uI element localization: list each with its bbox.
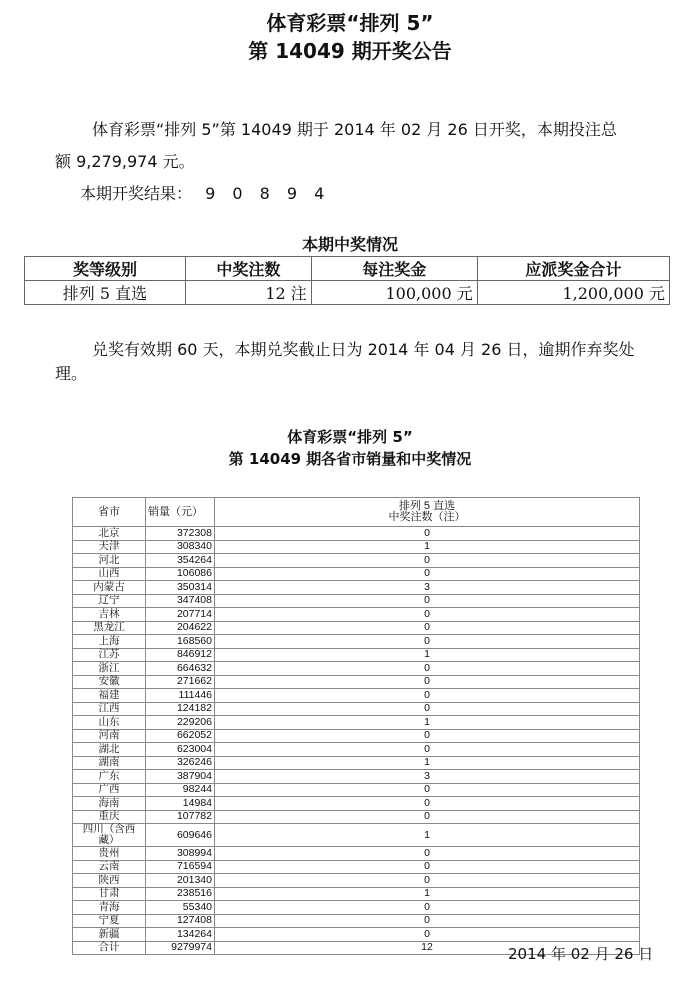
cell-wins: 3	[215, 581, 640, 595]
cell-province: 新疆	[73, 928, 146, 942]
cell-sales: 347408	[146, 594, 215, 608]
cell-sales: 308340	[146, 540, 215, 554]
cell-province: 陕西	[73, 874, 146, 888]
cell-province: 青海	[73, 901, 146, 915]
table-row	[73, 797, 640, 811]
cell-sales: 14984	[146, 797, 215, 811]
header-count: 中奖注数	[185, 257, 311, 281]
header-total: 应派奖金合计	[477, 257, 669, 281]
cell-wins: 1	[215, 540, 640, 554]
table-row	[73, 874, 640, 888]
cell-sales: 168560	[146, 635, 215, 649]
cell-wins: 0	[215, 635, 640, 649]
cell-wins: 0	[215, 662, 640, 676]
table-row	[73, 887, 640, 901]
draw-result-numbers: 9 0 8 9 4	[205, 184, 331, 203]
table-row	[73, 824, 640, 847]
notice-line-1: 兑奖有效期 60 天，本期兑奖截止日为 2014 年 04 月 26 日，逾期作弃奖处	[92, 340, 635, 359]
draw-result-label: 本期开奖结果：	[80, 184, 193, 203]
cell-province: 江西	[73, 702, 146, 716]
cell-sales: 623004	[146, 743, 215, 757]
province-table-header	[73, 498, 640, 527]
cell-sales: 846912	[146, 648, 215, 662]
cell-province: 海南	[73, 797, 146, 811]
header-wins-line-2: 中奖注数（注）	[388, 511, 466, 523]
prize-table	[24, 256, 670, 305]
cell-wins: 0	[215, 689, 640, 703]
cell-sales: 106086	[146, 567, 215, 581]
cell-province: 宁夏	[73, 914, 146, 928]
cell-wins: 1	[215, 716, 640, 730]
prize-per-bet: 100,000 元	[311, 281, 477, 305]
cell-wins: 0	[215, 675, 640, 689]
cell-wins: 1	[215, 648, 640, 662]
cell-sales: 201340	[146, 874, 215, 888]
cell-wins: 0	[215, 847, 640, 861]
table-row	[73, 702, 640, 716]
table-row	[73, 675, 640, 689]
announcement-title: 体育彩票“排列 5”	[266, 11, 434, 35]
cell-sales: 372308	[146, 527, 215, 541]
cell-province: 福建	[73, 689, 146, 703]
table-row	[73, 756, 640, 770]
cell-sales: 204622	[146, 621, 215, 635]
cell-wins: 0	[215, 874, 640, 888]
header-wins-line-1: 排列 5 直选	[398, 500, 456, 512]
prize-level: 排列 5 直选	[25, 281, 186, 305]
cell-wins: 3	[215, 770, 640, 784]
header-province: 省市	[73, 498, 146, 527]
table-row	[73, 743, 640, 757]
cell-sales: 354264	[146, 554, 215, 568]
cell-province: 黑龙江	[73, 621, 146, 635]
cell-sales: 207714	[146, 608, 215, 622]
announcement-subtitle: 第 14049 期开奖公告	[248, 39, 452, 63]
table-row	[73, 783, 640, 797]
cell-wins: 0	[215, 860, 640, 874]
cell-sales: 9279974	[146, 941, 215, 955]
table-row	[73, 901, 640, 915]
cell-wins: 0	[215, 567, 640, 581]
cell-sales: 664632	[146, 662, 215, 676]
table-row	[73, 689, 640, 703]
cell-sales: 55340	[146, 901, 215, 915]
cell-province: 广西	[73, 783, 146, 797]
province-section-title: 体育彩票“排列 5”	[287, 428, 413, 446]
cell-province: 湖北	[73, 743, 146, 757]
intro-line-2: 额 9,279,974 元。	[55, 152, 195, 171]
cell-wins: 0	[215, 810, 640, 824]
cell-wins: 1	[215, 824, 640, 847]
footer-date: 2014 年 02 月 26 日	[508, 945, 654, 963]
cell-wins: 0	[215, 702, 640, 716]
table-row	[73, 928, 640, 942]
cell-wins: 0	[215, 901, 640, 915]
cell-wins: 0	[215, 914, 640, 928]
cell-province: 上海	[73, 635, 146, 649]
cell-sales: 350314	[146, 581, 215, 595]
table-row	[73, 540, 640, 554]
cell-province: 云南	[73, 860, 146, 874]
table-row	[73, 621, 640, 635]
prize-table-header	[25, 257, 670, 281]
cell-province: 湖南	[73, 756, 146, 770]
cell-province: 合计	[73, 941, 146, 955]
cell-wins: 0	[215, 594, 640, 608]
table-row	[73, 648, 640, 662]
cell-sales: 387904	[146, 770, 215, 784]
table-row	[73, 729, 640, 743]
province-table-body	[73, 527, 640, 955]
notice-line-2: 理。	[55, 364, 88, 383]
cell-province: 北京	[73, 527, 146, 541]
cell-wins: 0	[215, 621, 640, 635]
cell-wins: 0	[215, 527, 640, 541]
cell-province: 吉林	[73, 608, 146, 622]
cell-wins: 0	[215, 928, 640, 942]
cell-province: 广东	[73, 770, 146, 784]
table-row	[73, 914, 640, 928]
cell-wins: 0	[215, 554, 640, 568]
cell-province: 河北	[73, 554, 146, 568]
cell-province: 重庆	[73, 810, 146, 824]
cell-wins: 12	[215, 941, 640, 955]
cell-sales: 609646	[146, 824, 215, 847]
header-level: 奖等级别	[25, 257, 186, 281]
cell-wins: 1	[215, 887, 640, 901]
cell-wins: 0	[215, 783, 640, 797]
cell-province: 天津	[73, 540, 146, 554]
table-row	[73, 635, 640, 649]
table-row	[73, 594, 640, 608]
table-row	[73, 581, 640, 595]
header-sales: 销量（元）	[146, 498, 215, 527]
cell-wins: 0	[215, 729, 640, 743]
cell-province: 江苏	[73, 648, 146, 662]
cell-province: 安徽	[73, 675, 146, 689]
table-row	[25, 281, 670, 305]
cell-sales: 662052	[146, 729, 215, 743]
table-row	[73, 847, 640, 861]
cell-wins: 0	[215, 608, 640, 622]
cell-sales: 229206	[146, 716, 215, 730]
cell-province: 内蒙古	[73, 581, 146, 595]
cell-province: 甘肃	[73, 887, 146, 901]
cell-sales: 271662	[146, 675, 215, 689]
cell-wins: 0	[215, 743, 640, 757]
table-row	[73, 608, 640, 622]
prize-total: 1,200,000 元	[477, 281, 669, 305]
cell-province: 河南	[73, 729, 146, 743]
table-row	[73, 716, 640, 730]
cell-sales: 124182	[146, 702, 215, 716]
table-row	[73, 567, 640, 581]
cell-sales: 127408	[146, 914, 215, 928]
province-section-subtitle: 第 14049 期各省市销量和中奖情况	[228, 450, 472, 468]
cell-province: 四川（含西藏）	[73, 824, 146, 847]
cell-sales: 326246	[146, 756, 215, 770]
cell-province: 山西	[73, 567, 146, 581]
cell-sales: 716594	[146, 860, 215, 874]
cell-province: 山东	[73, 716, 146, 730]
cell-wins: 0	[215, 797, 640, 811]
cell-province: 辽宁	[73, 594, 146, 608]
table-row	[73, 662, 640, 676]
draw-result	[80, 178, 330, 210]
table-row	[73, 527, 640, 541]
table-row	[73, 554, 640, 568]
cell-province: 贵州	[73, 847, 146, 861]
cell-sales: 107782	[146, 810, 215, 824]
cell-sales: 308994	[146, 847, 215, 861]
intro-line-1: 体育彩票“排列 5”第 14049 期于 2014 年 02 月 26 日开奖，本期投注总	[92, 120, 617, 139]
header-per-bet: 每注奖金	[311, 257, 477, 281]
prize-count: 12 注	[185, 281, 311, 305]
header-wins	[215, 498, 640, 527]
cell-sales: 111446	[146, 689, 215, 703]
table-row	[73, 860, 640, 874]
cell-sales: 238516	[146, 887, 215, 901]
prize-table-caption: 本期中奖情况	[301, 235, 398, 254]
table-row	[73, 770, 640, 784]
cell-sales: 98244	[146, 783, 215, 797]
cell-wins: 1	[215, 756, 640, 770]
cell-sales: 134264	[146, 928, 215, 942]
cell-province: 浙江	[73, 662, 146, 676]
province-sales-table	[72, 497, 640, 955]
table-row	[73, 810, 640, 824]
